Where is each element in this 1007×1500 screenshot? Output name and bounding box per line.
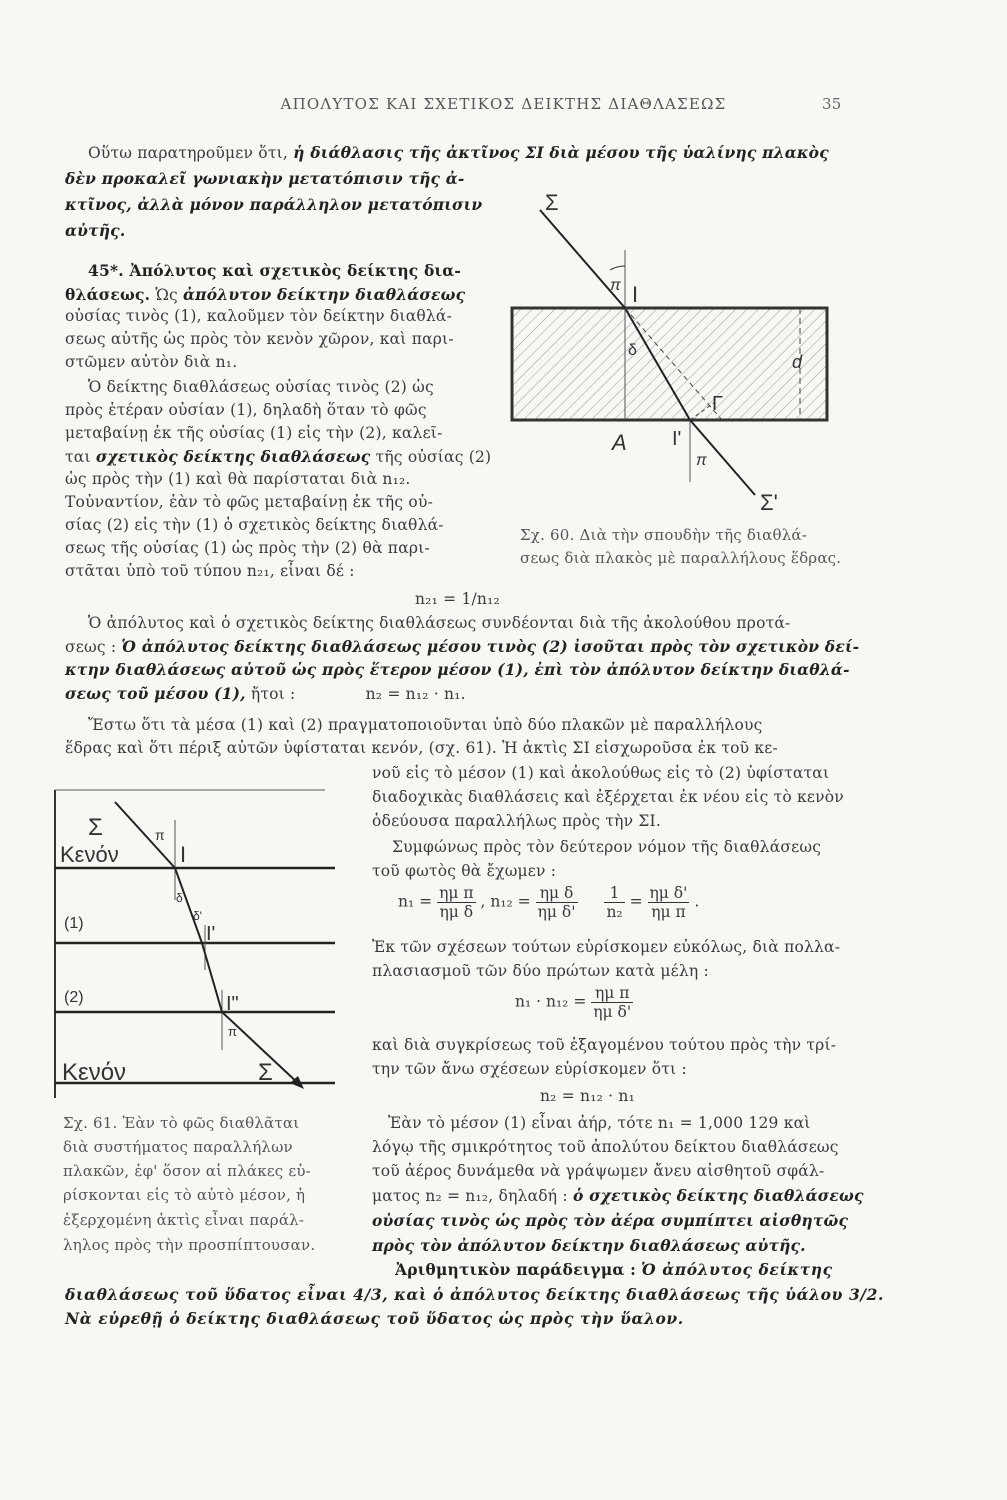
- fig61-I-prime: I': [206, 923, 216, 945]
- fig60-sigma: Σ: [545, 190, 559, 215]
- example-line2: διαθλάσεως τοῦ ὕδατος εἶναι 4/3, καὶ ὁ ἀπόλυτος δείκτης διαθλάσεως τῆς ὑάλου 3/2.: [65, 1285, 884, 1304]
- p1-line1: Οὕτω παρατηροῦμεν ὅτι, ἡ διάθλασις τῆς ἀκτῖνος ΣΙ διὰ μέσου τῆς ὑαλίνης πλακὸς: [88, 143, 829, 162]
- p2-line2: σεως : Ὁ ἀπόλυτος δείκτης διαθλάσεως μέσου τινὸς (2) ἰσοῦται πρὸς τὸν σχετικὸν δεί-: [65, 637, 860, 656]
- p6-line1: Ἐὰν τὸ μέσον (1) εἶναι ἀήρ, τότε n₁ = 1,000 129 καὶ: [388, 1114, 811, 1132]
- p3-line6: Συμφώνως πρὸς τὸν δεύτερον νόμον τῆς διαθλάσεως: [392, 838, 822, 856]
- p2-line1: Ὁ ἀπόλυτος καὶ ὁ σχετικὸς δείκτης διαθλάσεως συνδέονται διὰ τῆς ἀκολούθου προτά-: [88, 614, 791, 632]
- figure-61: [50, 780, 340, 1100]
- section-line13: σεως τῆς οὐσίας (1) ὡς πρὸς τὴν (2) θὰ παρι-: [65, 539, 430, 557]
- section-line14: στᾶται ὑπὸ τοῦ τύπου n₂₁, εἶναι δέ :: [65, 562, 355, 580]
- section-line8: μεταβαίνῃ ἐκ τῆς οὐσίας (1) εἰς τὴν (2), καλεῖ-: [65, 424, 443, 442]
- p6-line6: πρὸς τὸν ἀπόλυτον δείκτην διαθλάσεως αὐτῆς.: [372, 1236, 806, 1255]
- p5-line1: καὶ διὰ συγκρίσεως τοῦ ἐξαγομένου τούτου πρὸς τὴν τρί-: [372, 1036, 837, 1054]
- section-line7: πρὸς ἑτέραν οὐσίαν (1), δηλαδὴ ὅταν τὸ φῶς: [65, 401, 427, 419]
- fig61-caption-line5: ἐξερχομένη ἀκτὶς εἶναι παράλ-: [63, 1211, 305, 1229]
- fig61-pi: π: [155, 827, 165, 843]
- page-number: 35: [822, 95, 842, 113]
- fig61-I: I: [180, 842, 187, 867]
- fig60-gamma: Γ: [712, 393, 724, 415]
- section-line6: Ὁ δείκτης διαθλάσεως οὐσίας τινὸς (2) ὡς: [88, 378, 434, 396]
- p6-line3: τοῦ ἀέρος δυνάμεθα νὰ γράψωμεν ἄνευ αἰσθητοῦ σφάλ-: [372, 1162, 825, 1180]
- fig61-ray-1: [175, 868, 202, 943]
- fig60-sigma-prime: Σ': [760, 490, 778, 515]
- fig61-sigma: Σ: [88, 814, 103, 841]
- equation-absolute: n₂ = n₁₂ · n₁: [540, 1087, 636, 1105]
- fig61-caption-line4: ρίσκονται εἰς τὸ αὐτὸ μέσον, ἡ: [63, 1186, 306, 1204]
- fig61-caption-line1: Σχ. 61. Ἐὰν τὸ φῶς διαθλᾶται: [63, 1114, 300, 1132]
- p2-line3: κτην διαθλάσεως αὐτοῦ ὡς πρὸς ἕτερον μέσον (1), ἐπὶ τὸν ἀπόλυτον δείκτην διαθλά-: [65, 660, 850, 679]
- fig61-I-dprime: I": [226, 993, 239, 1015]
- p3-line7: τοῦ φωτὸς θὰ ἔχωμεν :: [372, 862, 557, 880]
- fig61-kenon-bottom: Κενόν: [62, 1059, 127, 1086]
- p5-line2: την τῶν ἄνω σχέσεων εὑρίσκομεν ὅτι :: [372, 1060, 687, 1078]
- p6-line5: οὐσίας τινὸς ὡς πρὸς τὸν ἀέρα συμπίπτει αἰσθητῶς: [372, 1211, 849, 1230]
- example-line1: Ἀριθμητικὸν παράδειγμα : Ὁ ἀπόλυτος δείκτης: [395, 1260, 833, 1279]
- angle-arc: [610, 266, 625, 270]
- p1-line3: κτῖνος, ἀλλὰ μόνον παράλληλον μετατόπισιν: [65, 195, 483, 214]
- p1-line4: αὐτῆς.: [65, 221, 126, 240]
- p1-line2: δὲν προκαλεῖ γωνιακὴν μετατόπισιν τῆς ἀ-: [65, 169, 465, 188]
- fig61-ray-2: [202, 943, 222, 1012]
- p3-line3: νοῦ εἰς τὸ μέσον (1) καὶ ἀκολούθως εἰς τὸ (2) ὑφίσταται: [372, 764, 830, 782]
- section-line3: οὐσίας τινὸς (1), καλοῦμεν τὸν δείκτην διαθλά-: [65, 307, 453, 325]
- fig61-delta-prime: δ': [193, 909, 202, 923]
- p3-line4: διαδοχικὰς διαθλάσεις καὶ ἐξέρχεται ἐκ νέου εἰς τὸ κενὸν: [372, 788, 844, 806]
- section-line2: θλάσεως. Ὡς ἀπόλυτον δείκτην διαθλάσεως: [65, 285, 466, 304]
- p3-line2: ἕδρας καὶ ὅτι πέριξ αὐτῶν ὑφίσταται κενόν, (σχ. 61). Ἡ ἀκτὶς ΣΙ εἰσχωροῦσα ἐκ τοῦ κε-: [65, 739, 778, 757]
- fig61-delta: δ: [176, 891, 183, 905]
- fig61-caption-line3: πλακῶν, ἐφ' ὅσον αἱ πλάκες εὑ-: [63, 1162, 311, 1180]
- p6-line4: ματος n₂ = n₁₂, δηλαδή : ὁ σχετικὸς δείκτης διαθλάσεως: [372, 1186, 864, 1205]
- fig60-I: I: [632, 282, 639, 307]
- example-line3: Νὰ εὑρεθῇ ὁ δείκτης διαθλάσεως τοῦ ὕδατος ὡς πρὸς τὴν ὕαλον.: [65, 1309, 684, 1328]
- p6-line2: λόγῳ τῆς σμικρότητος τοῦ ἀπολύτου δείκτου διαθλάσεως: [372, 1138, 839, 1156]
- section-line10: ὡς πρὸς τὴν (1) καὶ θὰ παρίσταται διὰ n₁₂.: [65, 470, 411, 488]
- fig61-layer-2: (2): [64, 989, 84, 1006]
- running-header: ΑΠΟΛΥΤΟΣ ΚΑΙ ΣΧΕΤΙΚΟΣ ΔΕΙΚΤΗΣ ΔΙΑΘΛΑΣΕΩΣ: [280, 95, 727, 113]
- section-line4: σεως αὐτῆς ὡς πρὸς τὸν κενὸν χῶρον, καὶ παρι-: [65, 330, 454, 348]
- fig60-A: Α: [612, 430, 627, 455]
- p4-line1: Ἐκ τῶν σχέσεων τούτων εὑρίσκομεν εὐκόλως, διὰ πολλα-: [372, 938, 841, 956]
- section-line12: σίας (2) εἰς τὴν (1) ὁ σχετικὸς δείκτης διαθλά-: [65, 516, 444, 534]
- fig61-layer-1: (1): [64, 915, 84, 932]
- section-line9: ται σχετικὸς δείκτης διαθλάσεως τῆς οὐσίας (2): [65, 447, 492, 466]
- fig60-I-prime: I': [672, 428, 682, 450]
- fig61-pi-bottom: π: [228, 1024, 237, 1039]
- p3-line1: Ἔστω ὅτι τὰ μέσα (1) καὶ (2) πραγματοποιοῦνται ὑπὸ δύο πλακῶν μὲ παραλλήλους: [88, 716, 763, 734]
- glass-plate: [512, 308, 827, 420]
- figure-60: [490, 170, 850, 520]
- fig61-caption-line6: ληλος πρὸς τὴν προσπίπτουσαν.: [63, 1236, 316, 1254]
- fig60-caption-line1: Σχ. 60. Διὰ τὴν σπουδὴν τῆς διαθλά-: [520, 526, 808, 544]
- p3-line5: ὁδεύουσα παραλλήλως πρὸς τὴν ΣΙ.: [372, 812, 661, 830]
- fig60-d: d: [792, 352, 803, 372]
- fig61-kenon-top: Κενόν: [60, 842, 119, 867]
- fig61-caption-line2: διὰ συστήματος παραλλήλων: [63, 1138, 293, 1156]
- section-line5: στῶμεν αὐτὸν διὰ n₁.: [65, 353, 238, 371]
- p2-line4: σεως τοῦ μέσου (1), ἤτοι : n₂ = n₁₂ · n₁.: [65, 684, 466, 703]
- section-heading: 45*. Ἀπόλυτος καὶ σχετικὸς δείκτης δια-: [88, 261, 462, 280]
- fig60-pi-top: π: [610, 277, 621, 294]
- p4-line2: πλασιασμοῦ τῶν δύο πρώτων κατὰ μέλη :: [372, 962, 709, 980]
- fig60-pi-bottom: π: [696, 452, 707, 469]
- fig61-sigma-bottom: Σ: [258, 1059, 273, 1086]
- section-line11: Τοὐναντίον, ἐὰν τὸ φῶς μεταβαίνῃ ἐκ τῆς οὐ-: [65, 493, 434, 511]
- fig60-caption-line2: σεως διὰ πλακὸς μὲ παραλλήλους ἕδρας.: [520, 549, 842, 567]
- equation-product: n₁ · n₁₂ = $\frac{\text{ημ π}}{\text{ημ δ'}}$: [515, 984, 632, 1021]
- equation-snell: n₁ = $\frac{\text{ημ π}}{\text{ημ δ}}$ , n₁₂ = $\frac{\text{ημ δ}}{\text{ημ δ'}}$ $\frac{1}{\text{n₂}}$ = $\frac{\text{ημ δ'}}{\text{ημ π}}$ .: [398, 884, 700, 921]
- fig61-ray-in: [115, 802, 175, 868]
- formula-n21: n₂₁ = 1/n₁₂: [415, 590, 500, 608]
- fig60-delta: δ: [628, 342, 637, 359]
